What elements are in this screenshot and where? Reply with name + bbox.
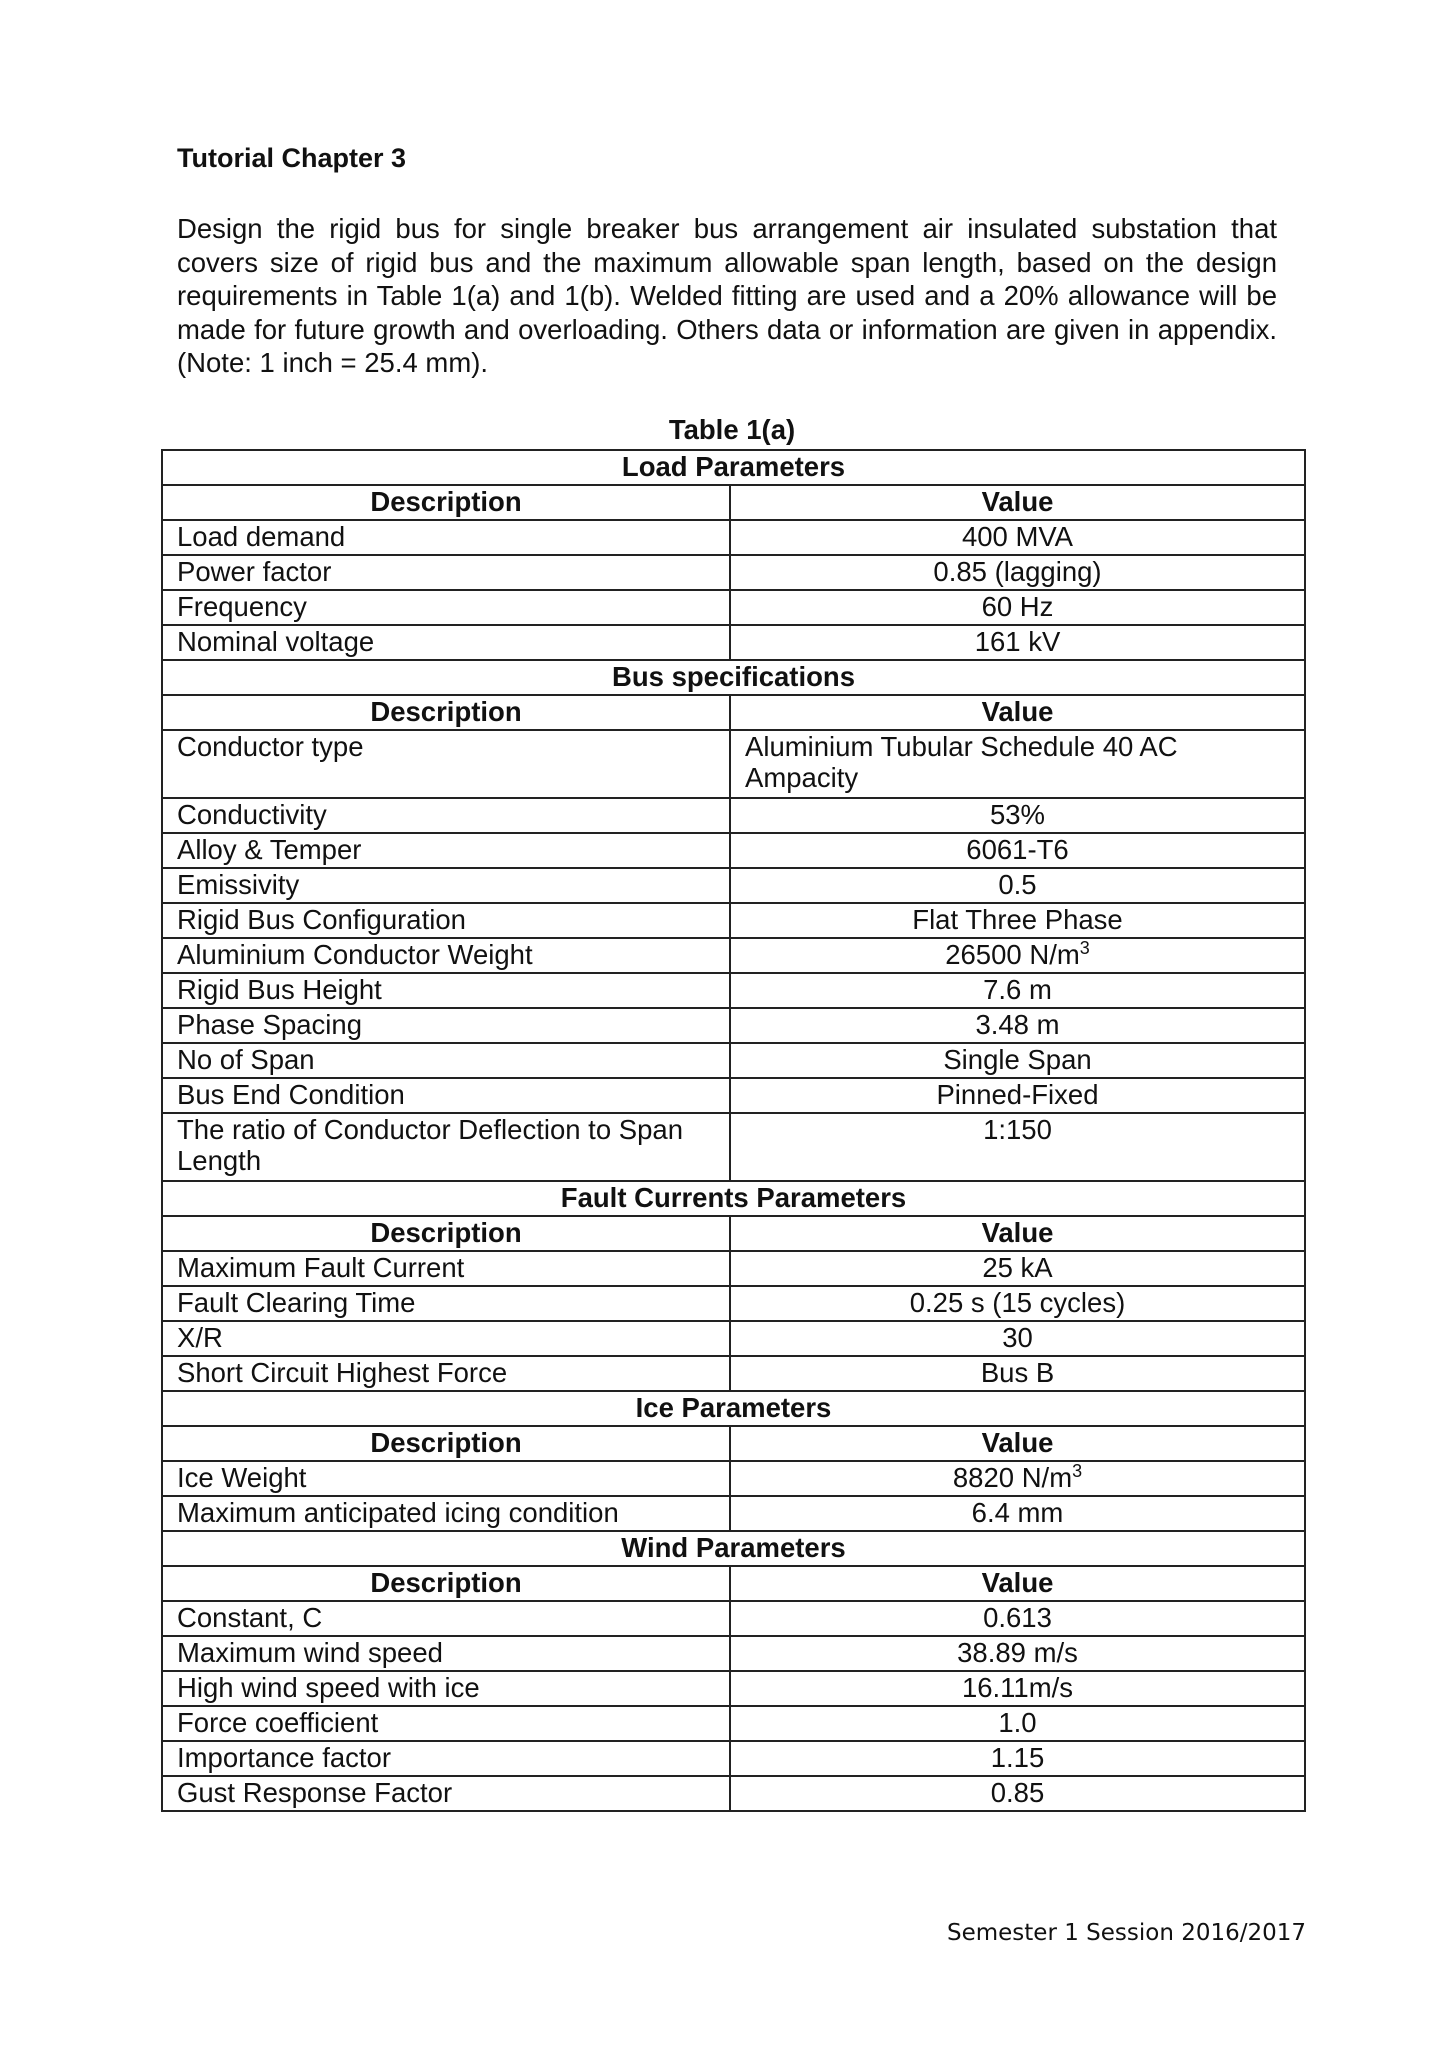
value-text: 26500 N/m: [945, 939, 1080, 970]
row-description: Maximum anticipated icing condition: [162, 1496, 730, 1531]
row-description: Nominal voltage: [162, 625, 730, 660]
row-description: Phase Spacing: [162, 1008, 730, 1043]
row-value: [730, 1461, 1305, 1496]
table-row: [162, 1286, 1305, 1321]
section-ice: [162, 1391, 1305, 1426]
table-row: [162, 1043, 1305, 1078]
table-row: [162, 833, 1305, 868]
table-row: [162, 555, 1305, 590]
parameters-table: [161, 449, 1306, 1812]
table-row: [162, 868, 1305, 903]
row-description: Conductor type: [162, 730, 730, 798]
exponent: 3: [1079, 937, 1090, 958]
section-load: [162, 450, 1305, 485]
table-row: [162, 625, 1305, 660]
col-value: Value: [730, 485, 1305, 520]
column-header-row: [162, 1566, 1305, 1601]
row-description: Load demand: [162, 520, 730, 555]
row-description: High wind speed with ice: [162, 1671, 730, 1706]
row-description: X/R: [162, 1321, 730, 1356]
table-row: [162, 590, 1305, 625]
row-description: Maximum Fault Current: [162, 1251, 730, 1286]
column-header-row: [162, 1426, 1305, 1461]
intro-paragraph: Design the rigid bus for single breaker bus arrangement air insulated substation that covers size of rigid bus and the maximum allowable span length, based on the design requirements in Table 1(a) and 1(b). Welded fitting are used and a 20% allowance will be made for future growth and overloading. Others data or information are given in appendix. (Note: 1 inch = 25.4 mm).: [177, 213, 1277, 379]
table-caption: Table 1(a): [668, 414, 796, 445]
row-value: [730, 938, 1305, 973]
table-row: [162, 1356, 1305, 1391]
row-value: 6.4 mm: [730, 1496, 1305, 1531]
row-value: Bus B: [730, 1356, 1305, 1391]
row-value: 53%: [730, 798, 1305, 833]
page-title: Tutorial Chapter 3: [177, 143, 407, 173]
section-title: Load Parameters: [162, 450, 1305, 485]
table-row: [162, 1251, 1305, 1286]
row-value: 161 kV: [730, 625, 1305, 660]
col-value: Value: [730, 1426, 1305, 1461]
table-row: [162, 730, 1305, 798]
row-description: Power factor: [162, 555, 730, 590]
table-row: [162, 1601, 1305, 1636]
row-description: Alloy & Temper: [162, 833, 730, 868]
row-description: Gust Response Factor: [162, 1776, 730, 1811]
row-value: 7.6 m: [730, 973, 1305, 1008]
row-value: Aluminium Tubular Schedule 40 AC Ampacity: [730, 730, 1305, 798]
table-row: [162, 1636, 1305, 1671]
section-title: Wind Parameters: [162, 1531, 1305, 1566]
row-value: 3.48 m: [730, 1008, 1305, 1043]
table-row: [162, 1078, 1305, 1113]
table-row: [162, 938, 1305, 973]
row-description: Ice Weight: [162, 1461, 730, 1496]
row-description: Constant, C: [162, 1601, 730, 1636]
row-value: 0.5: [730, 868, 1305, 903]
row-value: 25 kA: [730, 1251, 1305, 1286]
row-value: Flat Three Phase: [730, 903, 1305, 938]
row-value: 1.0: [730, 1706, 1305, 1741]
row-value: 400 MVA: [730, 520, 1305, 555]
row-description: Force coefficient: [162, 1706, 730, 1741]
table-row: [162, 1671, 1305, 1706]
col-value: Value: [730, 695, 1305, 730]
row-description: Rigid Bus Height: [162, 973, 730, 1008]
table-row: [162, 1776, 1305, 1811]
col-description: Description: [162, 1216, 730, 1251]
section-fault: [162, 1181, 1305, 1216]
col-value: Value: [730, 1216, 1305, 1251]
row-description: Conductivity: [162, 798, 730, 833]
table-row: [162, 798, 1305, 833]
table-row: [162, 903, 1305, 938]
col-description: Description: [162, 1566, 730, 1601]
row-value: 0.85 (lagging): [730, 555, 1305, 590]
table-row: [162, 1496, 1305, 1531]
table-row: [162, 1008, 1305, 1043]
row-description: Frequency: [162, 590, 730, 625]
column-header-row: [162, 485, 1305, 520]
row-value: Single Span: [730, 1043, 1305, 1078]
row-description: Bus End Condition: [162, 1078, 730, 1113]
col-description: Description: [162, 1426, 730, 1461]
section-bus: [162, 660, 1305, 695]
table-row: [162, 1113, 1305, 1181]
table-row: [162, 1741, 1305, 1776]
row-description: Emissivity: [162, 868, 730, 903]
table-row: [162, 973, 1305, 1008]
row-value: Pinned-Fixed: [730, 1078, 1305, 1113]
row-value: 1.15: [730, 1741, 1305, 1776]
row-description: Short Circuit Highest Force: [162, 1356, 730, 1391]
section-title: Fault Currents Parameters: [162, 1181, 1305, 1216]
table-row: [162, 520, 1305, 555]
row-value: 38.89 m/s: [730, 1636, 1305, 1671]
table-row: [162, 1321, 1305, 1356]
section-title: Bus specifications: [162, 660, 1305, 695]
row-value: 30: [730, 1321, 1305, 1356]
row-value: 6061-T6: [730, 833, 1305, 868]
section-title: Ice Parameters: [162, 1391, 1305, 1426]
column-header-row: [162, 695, 1305, 730]
table-row: [162, 1706, 1305, 1741]
row-description: Importance factor: [162, 1741, 730, 1776]
row-description: No of Span: [162, 1043, 730, 1078]
row-description: Rigid Bus Configuration: [162, 903, 730, 938]
row-description: The ratio of Conductor Deflection to Span Length: [162, 1113, 730, 1181]
column-header-row: [162, 1216, 1305, 1251]
row-description: Aluminium Conductor Weight: [162, 938, 730, 973]
row-value: 0.25 s (15 cycles): [730, 1286, 1305, 1321]
row-description: Maximum wind speed: [162, 1636, 730, 1671]
col-value: Value: [730, 1566, 1305, 1601]
row-value: 16.11m/s: [730, 1671, 1305, 1706]
col-description: Description: [162, 485, 730, 520]
row-value: 60 Hz: [730, 590, 1305, 625]
row-description: Fault Clearing Time: [162, 1286, 730, 1321]
table-row: [162, 1461, 1305, 1496]
row-value: 0.613: [730, 1601, 1305, 1636]
value-text: 8820 N/m: [952, 1462, 1073, 1493]
row-value: 1:150: [730, 1113, 1305, 1181]
row-value: 0.85: [730, 1776, 1305, 1811]
section-wind: [162, 1531, 1305, 1566]
col-description: Description: [162, 695, 730, 730]
page-footer: Semester 1 Session 2016/2017: [947, 1920, 1307, 1946]
exponent: 3: [1072, 1460, 1083, 1481]
